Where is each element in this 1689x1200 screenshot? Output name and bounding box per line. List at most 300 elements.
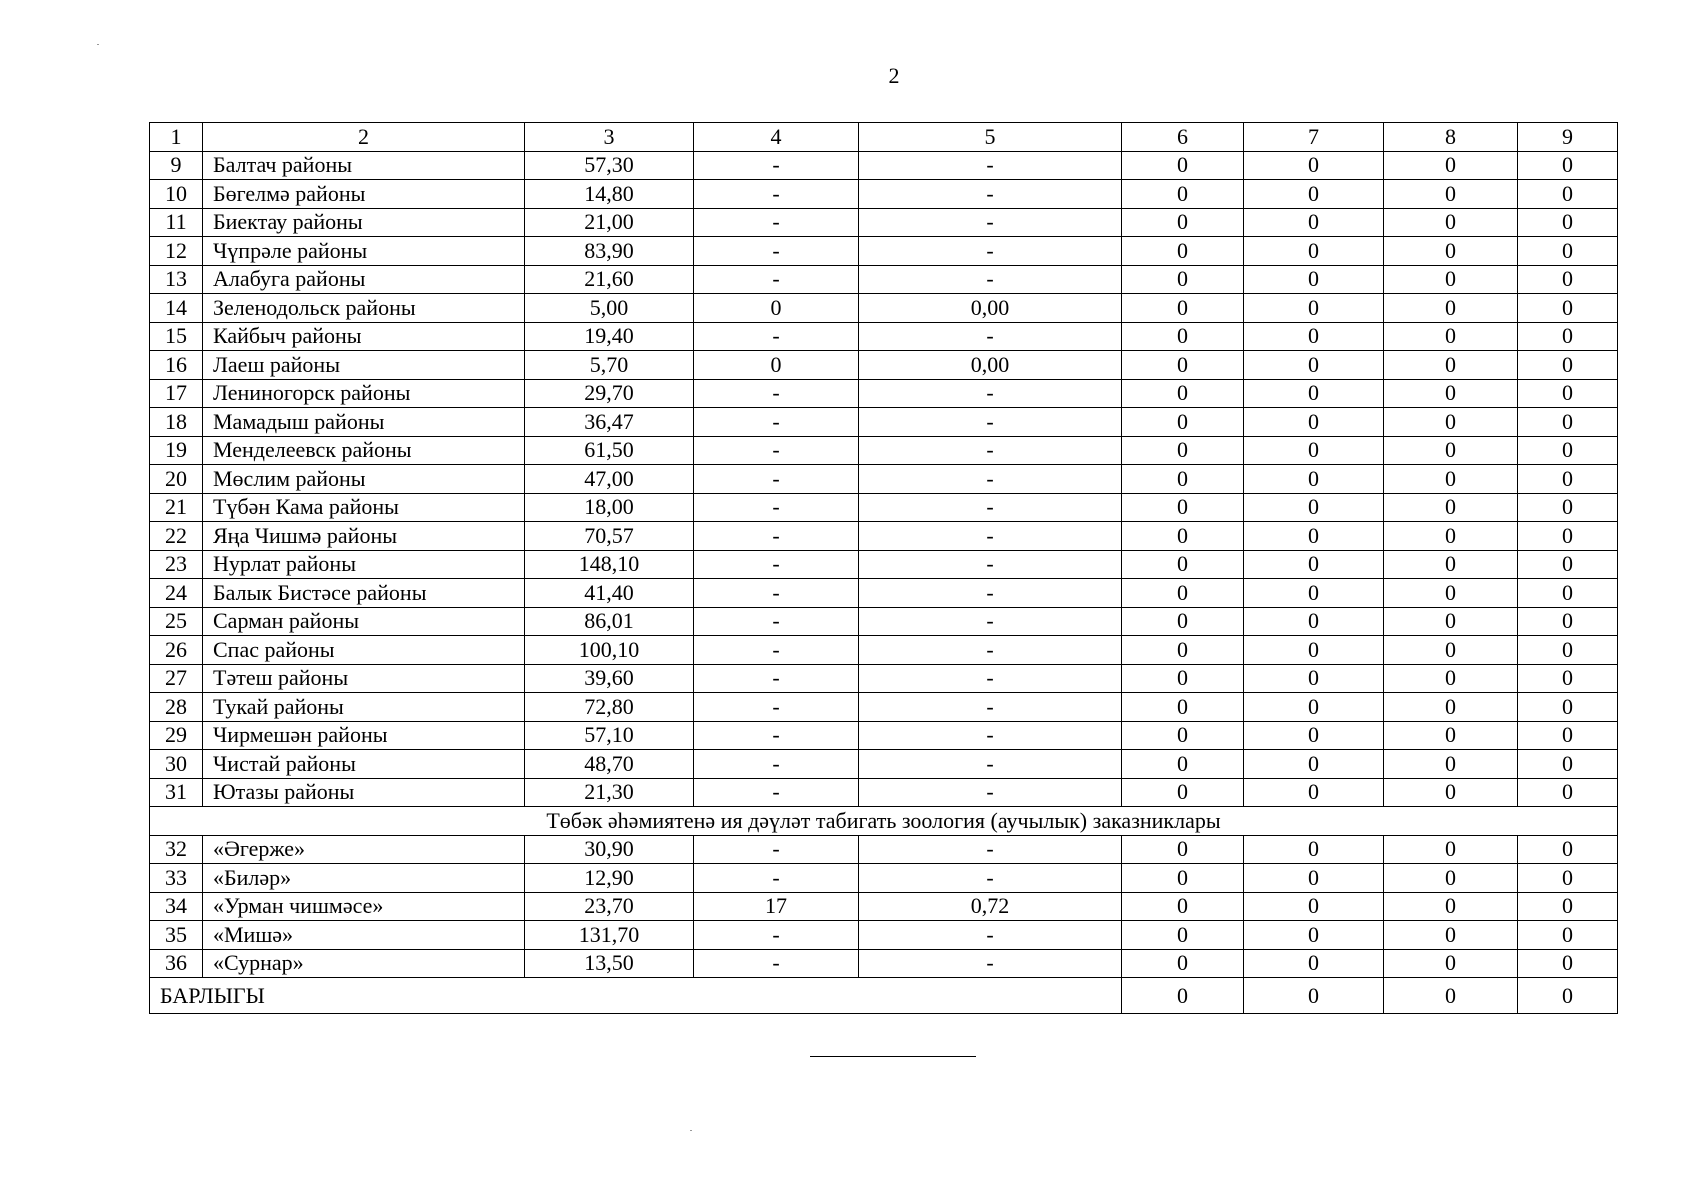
name-cell: Ютазы районы bbox=[203, 778, 525, 807]
name-cell: Тәтеш районы bbox=[203, 664, 525, 693]
name-cell: Балтач районы bbox=[203, 151, 525, 180]
section-title: Төбәк әһәмиятенә ия дәүләт табигать зоология (аучылык) заказниклары bbox=[150, 807, 1618, 836]
value-cell-4: - bbox=[694, 208, 859, 237]
value-cell-4: - bbox=[694, 151, 859, 180]
value-cell-8: 0 bbox=[1384, 522, 1518, 551]
table-row bbox=[150, 921, 1618, 950]
name-cell: Менделеевск районы bbox=[203, 436, 525, 465]
value-cell-7: 0 bbox=[1244, 750, 1384, 779]
value-cell-8: 0 bbox=[1384, 664, 1518, 693]
total-value-cell: 0 bbox=[1244, 978, 1384, 1014]
value-cell-3: 21,60 bbox=[525, 265, 694, 294]
name-cell: Нурлат районы bbox=[203, 550, 525, 579]
name-cell: Кайбыч районы bbox=[203, 322, 525, 351]
value-cell-6: 0 bbox=[1122, 436, 1244, 465]
value-cell-8: 0 bbox=[1384, 579, 1518, 608]
value-cell-6: 0 bbox=[1122, 693, 1244, 722]
value-cell-8: 0 bbox=[1384, 921, 1518, 950]
table-row bbox=[150, 892, 1618, 921]
end-rule bbox=[810, 1056, 976, 1057]
value-cell-4: - bbox=[694, 379, 859, 408]
value-cell-9: 0 bbox=[1518, 664, 1618, 693]
value-cell-4: - bbox=[694, 864, 859, 893]
column-number-cell: 5 bbox=[859, 123, 1122, 152]
value-cell-8: 0 bbox=[1384, 294, 1518, 323]
value-cell-9: 0 bbox=[1518, 721, 1618, 750]
value-cell-5: 0,72 bbox=[859, 892, 1122, 921]
column-number-cell: 4 bbox=[694, 123, 859, 152]
value-cell-7: 0 bbox=[1244, 379, 1384, 408]
value-cell-5: - bbox=[859, 208, 1122, 237]
value-cell-9: 0 bbox=[1518, 579, 1618, 608]
value-cell-5: - bbox=[859, 522, 1122, 551]
value-cell-3: 29,70 bbox=[525, 379, 694, 408]
value-cell-3: 72,80 bbox=[525, 693, 694, 722]
name-cell: Сарман районы bbox=[203, 607, 525, 636]
table-row bbox=[150, 664, 1618, 693]
row-number-cell: 21 bbox=[150, 493, 203, 522]
value-cell-6: 0 bbox=[1122, 949, 1244, 978]
column-number-cell: 6 bbox=[1122, 123, 1244, 152]
total-value-cell: 0 bbox=[1384, 978, 1518, 1014]
name-cell: Лениногорск районы bbox=[203, 379, 525, 408]
value-cell-6: 0 bbox=[1122, 835, 1244, 864]
value-cell-4: - bbox=[694, 607, 859, 636]
value-cell-3: 100,10 bbox=[525, 636, 694, 665]
table-row bbox=[150, 151, 1618, 180]
value-cell-5: - bbox=[859, 237, 1122, 266]
value-cell-3: 12,90 bbox=[525, 864, 694, 893]
value-cell-8: 0 bbox=[1384, 180, 1518, 209]
value-cell-5: - bbox=[859, 465, 1122, 494]
column-number-row bbox=[150, 123, 1618, 152]
name-cell: Балык Бистәсе районы bbox=[203, 579, 525, 608]
value-cell-7: 0 bbox=[1244, 835, 1384, 864]
table-row bbox=[150, 436, 1618, 465]
row-number-cell: 18 bbox=[150, 408, 203, 437]
value-cell-6: 0 bbox=[1122, 493, 1244, 522]
value-cell-5: 0,00 bbox=[859, 294, 1122, 323]
value-cell-3: 18,00 bbox=[525, 493, 694, 522]
value-cell-5: - bbox=[859, 864, 1122, 893]
name-cell: Лаеш районы bbox=[203, 351, 525, 380]
value-cell-5: - bbox=[859, 265, 1122, 294]
value-cell-5: - bbox=[859, 835, 1122, 864]
value-cell-5: - bbox=[859, 579, 1122, 608]
value-cell-7: 0 bbox=[1244, 892, 1384, 921]
value-cell-4: - bbox=[694, 522, 859, 551]
row-number-cell: 25 bbox=[150, 607, 203, 636]
value-cell-3: 13,50 bbox=[525, 949, 694, 978]
value-cell-9: 0 bbox=[1518, 322, 1618, 351]
value-cell-5: 0,00 bbox=[859, 351, 1122, 380]
value-cell-7: 0 bbox=[1244, 465, 1384, 494]
value-cell-9: 0 bbox=[1518, 550, 1618, 579]
value-cell-7: 0 bbox=[1244, 778, 1384, 807]
value-cell-4: - bbox=[694, 949, 859, 978]
value-cell-4: - bbox=[694, 408, 859, 437]
value-cell-9: 0 bbox=[1518, 151, 1618, 180]
column-number-cell: 1 bbox=[150, 123, 203, 152]
table-row bbox=[150, 322, 1618, 351]
column-number-cell: 2 bbox=[203, 123, 525, 152]
value-cell-8: 0 bbox=[1384, 550, 1518, 579]
row-number-cell: 29 bbox=[150, 721, 203, 750]
value-cell-4: - bbox=[694, 550, 859, 579]
table-row bbox=[150, 636, 1618, 665]
value-cell-8: 0 bbox=[1384, 864, 1518, 893]
table-row bbox=[150, 237, 1618, 266]
value-cell-9: 0 bbox=[1518, 294, 1618, 323]
value-cell-5: - bbox=[859, 151, 1122, 180]
value-cell-5: - bbox=[859, 322, 1122, 351]
value-cell-3: 14,80 bbox=[525, 180, 694, 209]
value-cell-3: 83,90 bbox=[525, 237, 694, 266]
value-cell-3: 36,47 bbox=[525, 408, 694, 437]
value-cell-3: 86,01 bbox=[525, 607, 694, 636]
value-cell-5: - bbox=[859, 750, 1122, 779]
value-cell-5: - bbox=[859, 721, 1122, 750]
value-cell-6: 0 bbox=[1122, 237, 1244, 266]
name-cell: Алабуга районы bbox=[203, 265, 525, 294]
value-cell-9: 0 bbox=[1518, 493, 1618, 522]
value-cell-5: - bbox=[859, 408, 1122, 437]
value-cell-8: 0 bbox=[1384, 493, 1518, 522]
table-row bbox=[150, 949, 1618, 978]
value-cell-7: 0 bbox=[1244, 550, 1384, 579]
value-cell-4: - bbox=[694, 693, 859, 722]
value-cell-9: 0 bbox=[1518, 379, 1618, 408]
name-cell: Зеленодольск районы bbox=[203, 294, 525, 323]
row-number-cell: 11 bbox=[150, 208, 203, 237]
value-cell-5: - bbox=[859, 379, 1122, 408]
value-cell-6: 0 bbox=[1122, 892, 1244, 921]
value-cell-8: 0 bbox=[1384, 208, 1518, 237]
row-number-cell: 30 bbox=[150, 750, 203, 779]
value-cell-4: - bbox=[694, 436, 859, 465]
total-row bbox=[150, 978, 1618, 1014]
value-cell-3: 39,60 bbox=[525, 664, 694, 693]
value-cell-9: 0 bbox=[1518, 180, 1618, 209]
value-cell-9: 0 bbox=[1518, 892, 1618, 921]
value-cell-6: 0 bbox=[1122, 864, 1244, 893]
row-number-cell: 35 bbox=[150, 921, 203, 950]
value-cell-7: 0 bbox=[1244, 693, 1384, 722]
value-cell-8: 0 bbox=[1384, 465, 1518, 494]
row-number-cell: 13 bbox=[150, 265, 203, 294]
value-cell-5: - bbox=[859, 693, 1122, 722]
table-row bbox=[150, 550, 1618, 579]
value-cell-3: 70,57 bbox=[525, 522, 694, 551]
table-row bbox=[150, 465, 1618, 494]
value-cell-7: 0 bbox=[1244, 864, 1384, 893]
value-cell-7: 0 bbox=[1244, 721, 1384, 750]
table-row bbox=[150, 294, 1618, 323]
value-cell-9: 0 bbox=[1518, 693, 1618, 722]
table-row bbox=[150, 750, 1618, 779]
row-number-cell: 28 bbox=[150, 693, 203, 722]
row-number-cell: 15 bbox=[150, 322, 203, 351]
row-number-cell: 9 bbox=[150, 151, 203, 180]
value-cell-6: 0 bbox=[1122, 778, 1244, 807]
value-cell-3: 19,40 bbox=[525, 322, 694, 351]
value-cell-7: 0 bbox=[1244, 408, 1384, 437]
value-cell-9: 0 bbox=[1518, 636, 1618, 665]
row-number-cell: 31 bbox=[150, 778, 203, 807]
name-cell: Чирмешән районы bbox=[203, 721, 525, 750]
row-number-cell: 20 bbox=[150, 465, 203, 494]
value-cell-6: 0 bbox=[1122, 522, 1244, 551]
table-row bbox=[150, 579, 1618, 608]
value-cell-4: - bbox=[694, 664, 859, 693]
value-cell-8: 0 bbox=[1384, 265, 1518, 294]
value-cell-3: 148,10 bbox=[525, 550, 694, 579]
table-row bbox=[150, 493, 1618, 522]
value-cell-7: 0 bbox=[1244, 322, 1384, 351]
value-cell-7: 0 bbox=[1244, 208, 1384, 237]
value-cell-4: - bbox=[694, 180, 859, 209]
row-number-cell: 19 bbox=[150, 436, 203, 465]
name-cell: Чүпрәле районы bbox=[203, 237, 525, 266]
value-cell-7: 0 bbox=[1244, 949, 1384, 978]
scan-speck bbox=[690, 1130, 692, 1131]
value-cell-9: 0 bbox=[1518, 607, 1618, 636]
value-cell-7: 0 bbox=[1244, 265, 1384, 294]
value-cell-3: 57,30 bbox=[525, 151, 694, 180]
value-cell-7: 0 bbox=[1244, 579, 1384, 608]
table-row bbox=[150, 180, 1618, 209]
value-cell-3: 21,30 bbox=[525, 778, 694, 807]
row-number-cell: 34 bbox=[150, 892, 203, 921]
row-number-cell: 26 bbox=[150, 636, 203, 665]
value-cell-8: 0 bbox=[1384, 151, 1518, 180]
value-cell-6: 0 bbox=[1122, 465, 1244, 494]
row-number-cell: 36 bbox=[150, 949, 203, 978]
value-cell-4: - bbox=[694, 265, 859, 294]
name-cell: «Урман чишмәсе» bbox=[203, 892, 525, 921]
row-number-cell: 12 bbox=[150, 237, 203, 266]
value-cell-5: - bbox=[859, 180, 1122, 209]
value-cell-6: 0 bbox=[1122, 208, 1244, 237]
total-value-cell: 0 bbox=[1122, 978, 1244, 1014]
value-cell-6: 0 bbox=[1122, 408, 1244, 437]
name-cell: Бөгелмә районы bbox=[203, 180, 525, 209]
value-cell-3: 21,00 bbox=[525, 208, 694, 237]
value-cell-8: 0 bbox=[1384, 778, 1518, 807]
value-cell-9: 0 bbox=[1518, 522, 1618, 551]
value-cell-5: - bbox=[859, 921, 1122, 950]
value-cell-9: 0 bbox=[1518, 864, 1618, 893]
value-cell-8: 0 bbox=[1384, 835, 1518, 864]
name-cell: Түбән Кама районы bbox=[203, 493, 525, 522]
value-cell-3: 61,50 bbox=[525, 436, 694, 465]
value-cell-9: 0 bbox=[1518, 778, 1618, 807]
value-cell-3: 23,70 bbox=[525, 892, 694, 921]
value-cell-6: 0 bbox=[1122, 379, 1244, 408]
value-cell-7: 0 bbox=[1244, 921, 1384, 950]
table-row bbox=[150, 835, 1618, 864]
value-cell-3: 41,40 bbox=[525, 579, 694, 608]
value-cell-8: 0 bbox=[1384, 693, 1518, 722]
value-cell-3: 5,70 bbox=[525, 351, 694, 380]
value-cell-4: - bbox=[694, 921, 859, 950]
value-cell-7: 0 bbox=[1244, 522, 1384, 551]
page-number: 2 bbox=[888, 63, 900, 88]
name-cell: Тукай районы bbox=[203, 693, 525, 722]
name-cell: Мөслим районы bbox=[203, 465, 525, 494]
table-row bbox=[150, 265, 1618, 294]
value-cell-6: 0 bbox=[1122, 322, 1244, 351]
value-cell-5: - bbox=[859, 436, 1122, 465]
row-number-cell: 24 bbox=[150, 579, 203, 608]
value-cell-7: 0 bbox=[1244, 664, 1384, 693]
value-cell-6: 0 bbox=[1122, 664, 1244, 693]
row-number-cell: 32 bbox=[150, 835, 203, 864]
table-row bbox=[150, 351, 1618, 380]
total-label: БАРЛЫГЫ bbox=[150, 978, 1122, 1014]
value-cell-8: 0 bbox=[1384, 436, 1518, 465]
value-cell-4: 17 bbox=[694, 892, 859, 921]
column-number-cell: 9 bbox=[1518, 123, 1618, 152]
value-cell-4: - bbox=[694, 835, 859, 864]
value-cell-8: 0 bbox=[1384, 237, 1518, 266]
value-cell-9: 0 bbox=[1518, 408, 1618, 437]
table-row bbox=[150, 721, 1618, 750]
value-cell-9: 0 bbox=[1518, 750, 1618, 779]
value-cell-9: 0 bbox=[1518, 237, 1618, 266]
value-cell-3: 57,10 bbox=[525, 721, 694, 750]
value-cell-3: 48,70 bbox=[525, 750, 694, 779]
value-cell-6: 0 bbox=[1122, 750, 1244, 779]
row-number-cell: 10 bbox=[150, 180, 203, 209]
value-cell-8: 0 bbox=[1384, 636, 1518, 665]
value-cell-6: 0 bbox=[1122, 151, 1244, 180]
value-cell-4: - bbox=[694, 465, 859, 494]
value-cell-6: 0 bbox=[1122, 550, 1244, 579]
scan-speck bbox=[97, 44, 99, 45]
value-cell-7: 0 bbox=[1244, 436, 1384, 465]
value-cell-8: 0 bbox=[1384, 322, 1518, 351]
value-cell-6: 0 bbox=[1122, 294, 1244, 323]
name-cell: Мамадыш районы bbox=[203, 408, 525, 437]
table-row bbox=[150, 522, 1618, 551]
value-cell-8: 0 bbox=[1384, 949, 1518, 978]
row-number-cell: 17 bbox=[150, 379, 203, 408]
name-cell: «Сурнар» bbox=[203, 949, 525, 978]
column-number-cell: 7 bbox=[1244, 123, 1384, 152]
value-cell-8: 0 bbox=[1384, 750, 1518, 779]
table-row bbox=[150, 778, 1618, 807]
table-row bbox=[150, 408, 1618, 437]
name-cell: «Мишә» bbox=[203, 921, 525, 950]
value-cell-9: 0 bbox=[1518, 265, 1618, 294]
value-cell-4: - bbox=[694, 237, 859, 266]
row-number-cell: 23 bbox=[150, 550, 203, 579]
name-cell: Спас районы bbox=[203, 636, 525, 665]
value-cell-7: 0 bbox=[1244, 351, 1384, 380]
value-cell-7: 0 bbox=[1244, 151, 1384, 180]
value-cell-8: 0 bbox=[1384, 408, 1518, 437]
value-cell-9: 0 bbox=[1518, 208, 1618, 237]
name-cell: Биектау районы bbox=[203, 208, 525, 237]
value-cell-5: - bbox=[859, 949, 1122, 978]
value-cell-9: 0 bbox=[1518, 351, 1618, 380]
value-cell-5: - bbox=[859, 778, 1122, 807]
name-cell: Яңа Чишмә районы bbox=[203, 522, 525, 551]
value-cell-4: 0 bbox=[694, 294, 859, 323]
value-cell-9: 0 bbox=[1518, 835, 1618, 864]
row-number-cell: 16 bbox=[150, 351, 203, 380]
value-cell-3: 47,00 bbox=[525, 465, 694, 494]
value-cell-8: 0 bbox=[1384, 892, 1518, 921]
column-number-cell: 8 bbox=[1384, 123, 1518, 152]
value-cell-5: - bbox=[859, 493, 1122, 522]
value-cell-7: 0 bbox=[1244, 493, 1384, 522]
row-number-cell: 14 bbox=[150, 294, 203, 323]
value-cell-4: - bbox=[694, 493, 859, 522]
value-cell-4: - bbox=[694, 721, 859, 750]
name-cell: «Биләр» bbox=[203, 864, 525, 893]
value-cell-8: 0 bbox=[1384, 351, 1518, 380]
value-cell-6: 0 bbox=[1122, 265, 1244, 294]
table-body bbox=[150, 123, 1618, 1014]
value-cell-3: 131,70 bbox=[525, 921, 694, 950]
value-cell-7: 0 bbox=[1244, 180, 1384, 209]
value-cell-7: 0 bbox=[1244, 636, 1384, 665]
value-cell-8: 0 bbox=[1384, 721, 1518, 750]
section-row bbox=[150, 807, 1618, 836]
value-cell-4: - bbox=[694, 778, 859, 807]
value-cell-5: - bbox=[859, 550, 1122, 579]
total-value-cell: 0 bbox=[1518, 978, 1618, 1014]
table-row bbox=[150, 208, 1618, 237]
value-cell-4: - bbox=[694, 322, 859, 351]
value-cell-8: 0 bbox=[1384, 607, 1518, 636]
value-cell-6: 0 bbox=[1122, 607, 1244, 636]
table-row bbox=[150, 607, 1618, 636]
row-number-cell: 22 bbox=[150, 522, 203, 551]
value-cell-7: 0 bbox=[1244, 294, 1384, 323]
table-row bbox=[150, 693, 1618, 722]
value-cell-3: 30,90 bbox=[525, 835, 694, 864]
value-cell-9: 0 bbox=[1518, 921, 1618, 950]
value-cell-6: 0 bbox=[1122, 351, 1244, 380]
value-cell-4: 0 bbox=[694, 351, 859, 380]
table-row bbox=[150, 379, 1618, 408]
value-cell-6: 0 bbox=[1122, 636, 1244, 665]
value-cell-6: 0 bbox=[1122, 579, 1244, 608]
value-cell-8: 0 bbox=[1384, 379, 1518, 408]
value-cell-6: 0 bbox=[1122, 180, 1244, 209]
value-cell-5: - bbox=[859, 664, 1122, 693]
value-cell-9: 0 bbox=[1518, 436, 1618, 465]
row-number-cell: 33 bbox=[150, 864, 203, 893]
value-cell-5: - bbox=[859, 607, 1122, 636]
value-cell-4: - bbox=[694, 579, 859, 608]
value-cell-7: 0 bbox=[1244, 237, 1384, 266]
value-cell-9: 0 bbox=[1518, 949, 1618, 978]
value-cell-6: 0 bbox=[1122, 921, 1244, 950]
table-row bbox=[150, 864, 1618, 893]
value-cell-5: - bbox=[859, 636, 1122, 665]
name-cell: Чистай районы bbox=[203, 750, 525, 779]
value-cell-3: 5,00 bbox=[525, 294, 694, 323]
row-number-cell: 27 bbox=[150, 664, 203, 693]
data-table bbox=[149, 122, 1618, 1014]
value-cell-4: - bbox=[694, 750, 859, 779]
value-cell-4: - bbox=[694, 636, 859, 665]
value-cell-9: 0 bbox=[1518, 465, 1618, 494]
